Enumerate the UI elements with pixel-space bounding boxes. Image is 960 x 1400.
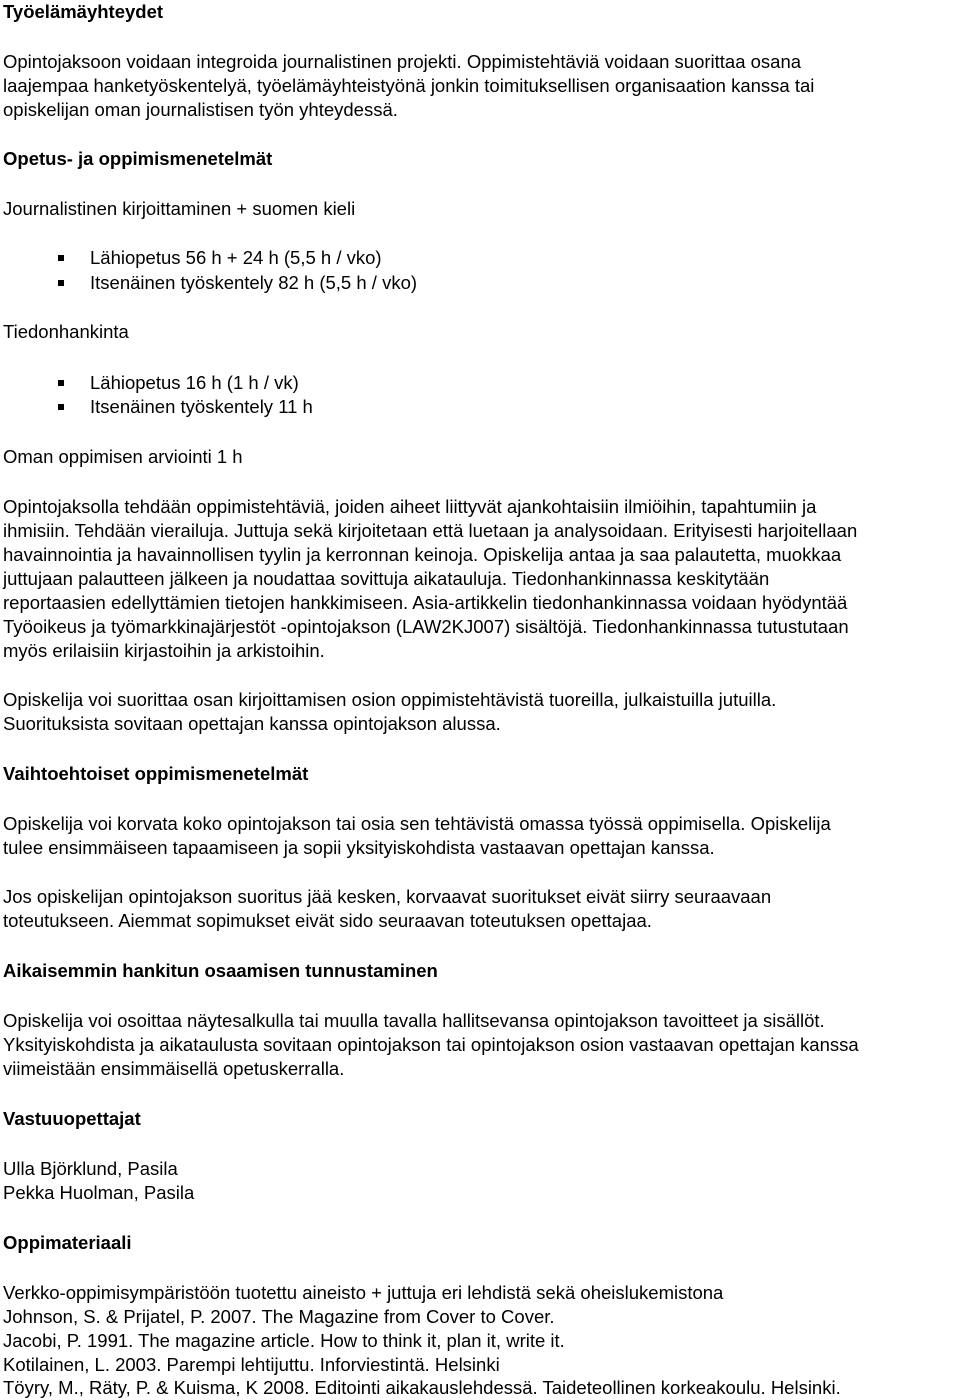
subheading-journalistinen: Journalistinen kirjoittaminen + suomen kieli — [3, 198, 356, 219]
section-heading-vastuuopettajat: Vastuuopettajat — [3, 1108, 141, 1129]
paragraph-line: Opiskelija voi korvata koko opintojakson tai osia sen tehtävistä omassa työssä oppimisella. Opiskelija — [3, 813, 831, 834]
bullet-item — [90, 395, 313, 419]
bullet-text: Lähiopetus 16 h (1 h / vk) — [90, 372, 299, 393]
bullet-item — [90, 246, 382, 270]
paragraph-line: toteutukseen. Aiemmat sopimukset eivät sido seuraavan toteutuksen opettajaa. — [3, 910, 652, 931]
paragraph-line: Jos opiskelijan opintojakson suoritus jää kesken, korvaavat suoritukset eivät siirry seuraavaan — [3, 886, 772, 907]
paragraph-line: Opintojaksolla tehdään oppimistehtäviä, joiden aiheet liittyvät ajankohtaisiin ilmiöihin, tapahtumiin ja — [3, 496, 817, 517]
teacher-line: Pekka Huolman, Pasila — [3, 1182, 195, 1203]
section-heading-oppimateriaali: Oppimateriaali — [3, 1232, 132, 1253]
section-heading-opetus: Opetus- ja oppimismenetelmät — [3, 148, 273, 169]
bullet-text: Itsenäinen työskentely 11 h — [90, 396, 313, 417]
material-line: Kotilainen, L. 2003. Parempi lehtijuttu. Inforviestintä. Helsinki — [3, 1354, 500, 1375]
paragraph-line: Opintojaksoon voidaan integroida journalistinen projekti. Oppimistehtäviä voidaan suorittaa osana — [3, 51, 802, 72]
paragraph-line: Yksityiskohdista ja aikataulusta sovitaan opintojakson tai opintojakson osion vastaavan opettajan kanssa — [3, 1034, 859, 1055]
section-heading-vaihtoehtoiset: Vaihtoehtoiset oppimismenetelmät — [3, 763, 309, 784]
paragraph-line: ihmisiin. Tehdään vierailuja. Juttuja sekä kirjoitetaan että luetaan ja analysoidaan. Erityisesti harjoitellaan — [3, 520, 858, 541]
section-heading-tyoelamayhteydet: Työelämäyhteydet — [3, 1, 164, 22]
paragraph-line: myös erilaisiin kirjastoihin ja arkistoihin. — [3, 640, 325, 661]
bullet-icon — [58, 404, 64, 410]
bullet-icon — [58, 280, 64, 286]
material-line: Jacobi, P. 1991. The magazine article. How to think it, plan it, write it. — [3, 1330, 565, 1351]
paragraph-line: reportaasien edellyttämien tietojen hankkimiseen. Asia-artikkelin tiedonhankinnassa voidaan hyödyntää — [3, 592, 848, 613]
paragraph-line: laajempaa hanketyöskentelyä, työelämäyhteistyönä jonkin toimituksellisen organisaation kanssa tai — [3, 75, 815, 96]
bullet-item — [90, 271, 417, 295]
paragraph-line: tulee ensimmäiseen tapaamiseen ja sopii yksityiskohdista vastaavan opettajan kanssa. — [3, 837, 715, 858]
material-line: Verkko-oppimisympäristöön tuotettu aineisto + juttuja eri lehdistä sekä oheislukemistona — [3, 1282, 724, 1303]
paragraph-line: opiskelijan oman journalistisen työn yhteydessä. — [3, 99, 398, 120]
bullet-icon — [58, 255, 64, 261]
paragraph-line: Opiskelija voi osoittaa näytesalkulla tai muulla tavalla hallitsevansa opintojakson tavoitteet ja sisällöt. — [3, 1010, 825, 1031]
material-line: Töyry, M., Räty, P. & Kuisma, K 2008. Editointi aikakauslehdessä. Taideteollinen korkeakoulu. Helsinki. — [3, 1377, 841, 1398]
subheading-tiedonhankinta: Tiedonhankinta — [3, 321, 129, 342]
paragraph-line: juttujaan palautteen jälkeen ja noudattaa sovittuja aikatauluja. Tiedonhankinnassa keskitytään — [3, 568, 770, 589]
bullet-icon — [58, 380, 64, 386]
bullet-text: Lähiopetus 56 h + 24 h (5,5 h / vko) — [90, 247, 382, 268]
teacher-line: Ulla Björklund, Pasila — [3, 1158, 178, 1179]
material-line: Johnson, S. & Prijatel, P. 2007. The Magazine from Cover to Cover. — [3, 1306, 555, 1327]
paragraph-line: Suorituksista sovitaan opettajan kanssa opintojakson alussa. — [3, 713, 501, 734]
bullet-item — [90, 371, 299, 395]
bullet-text: Itsenäinen työskentely 82 h (5,5 h / vko) — [90, 272, 418, 293]
paragraph-line: Opiskelija voi suorittaa osan kirjoittamisen osion oppimistehtävistä tuoreilla, julkaistuilla jutuilla. — [3, 689, 777, 710]
section-heading-aikaisemmin: Aikaisemmin hankitun osaamisen tunnustaminen — [3, 960, 438, 981]
paragraph-line: havainnointia ja havainnollisen tyylin ja kerronnan keinoja. Opiskelija antaa ja saa palautetta, muokkaa — [3, 544, 842, 565]
paragraph-line: viimeistään ensimmäisellä opetuskerralla. — [3, 1058, 345, 1079]
paragraph-line: Työoikeus ja työmarkkinajärjestöt -opintojakson (LAW2KJ007) sisältöjä. Tiedonhankinnassa tutustutaan — [3, 616, 849, 637]
subheading-arviointi: Oman oppimisen arviointi 1 h — [3, 446, 243, 467]
